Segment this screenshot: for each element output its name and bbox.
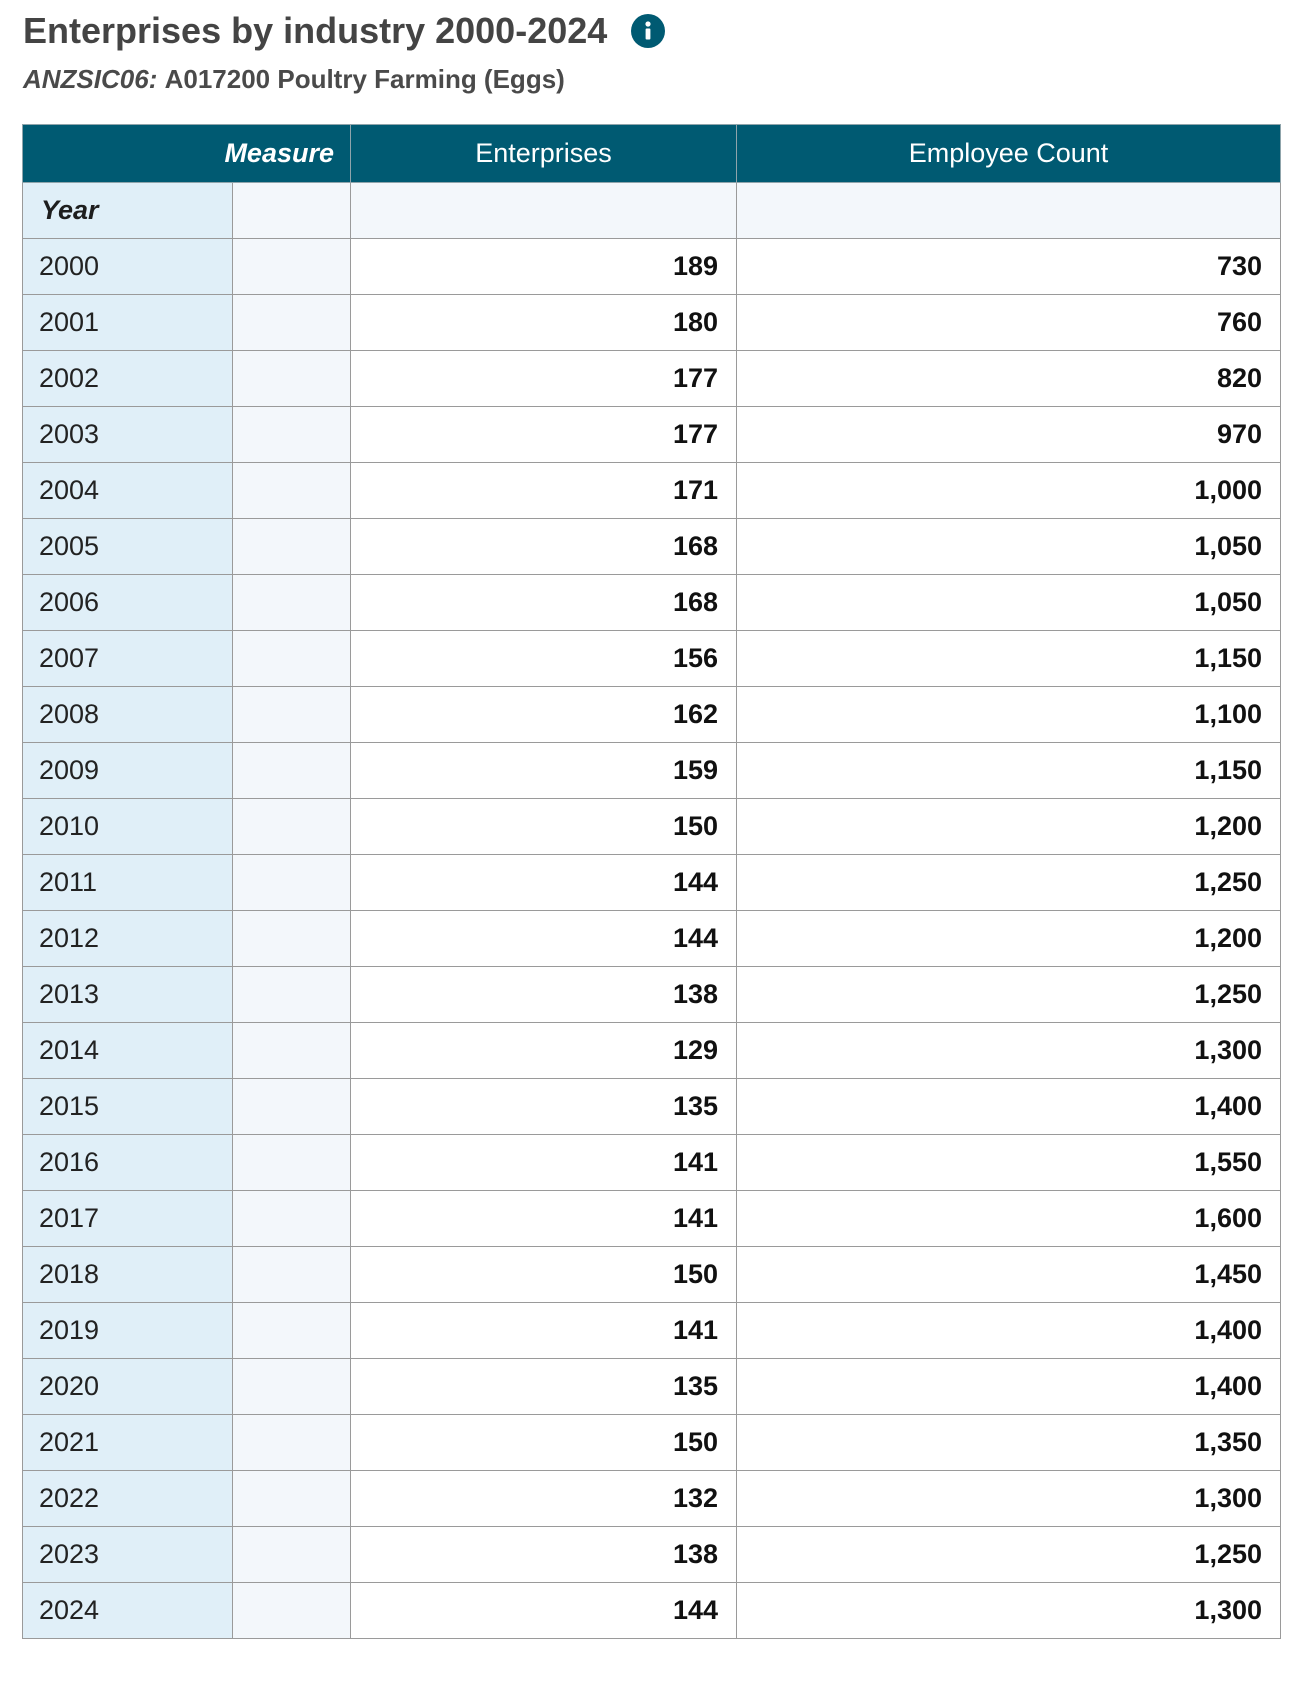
enterprises-cell: 129 — [351, 1023, 737, 1079]
year-cell: 2011 — [23, 855, 233, 911]
employee-count-cell: 820 — [737, 351, 1281, 407]
employee-count-cell: 1,600 — [737, 1191, 1281, 1247]
employee-count-cell: 1,050 — [737, 575, 1281, 631]
year-cell: 2023 — [23, 1527, 233, 1583]
page-title: Enterprises by industry 2000-2024 — [23, 10, 608, 51]
enterprises-cell: 150 — [351, 799, 737, 855]
employee-count-cell: 1,300 — [737, 1471, 1281, 1527]
spacer-cell — [233, 967, 351, 1023]
spacer-cell — [233, 687, 351, 743]
year-cell: 2000 — [23, 239, 233, 295]
table-row — [23, 1191, 1281, 1247]
spacer-cell — [233, 463, 351, 519]
enterprises-cell: 189 — [351, 239, 737, 295]
year-header-row — [23, 183, 1281, 239]
employee-count-cell: 1,250 — [737, 967, 1281, 1023]
employee-count-cell: 1,550 — [737, 1135, 1281, 1191]
table-row — [23, 1023, 1281, 1079]
table-row — [23, 1079, 1281, 1135]
year-header: Year — [23, 183, 233, 239]
table-row — [23, 575, 1281, 631]
year-cell: 2001 — [23, 295, 233, 351]
spacer-cell — [233, 519, 351, 575]
enterprises-cell: 135 — [351, 1079, 737, 1135]
spacer-cell — [233, 575, 351, 631]
year-cell: 2022 — [23, 1471, 233, 1527]
table-row — [23, 407, 1281, 463]
table-row — [23, 295, 1281, 351]
table-row — [23, 631, 1281, 687]
employee-count-cell: 1,100 — [737, 687, 1281, 743]
enterprises-subheader — [351, 183, 737, 239]
measure-header: Measure — [23, 125, 351, 183]
enterprises-cell: 168 — [351, 519, 737, 575]
spacer-cell — [233, 295, 351, 351]
table-row — [23, 239, 1281, 295]
spacer-cell — [233, 1191, 351, 1247]
spacer-cell — [233, 743, 351, 799]
table-row — [23, 519, 1281, 575]
employee-count-cell: 970 — [737, 407, 1281, 463]
enterprises-cell: 150 — [351, 1247, 737, 1303]
year-cell: 2018 — [23, 1247, 233, 1303]
enterprises-cell: 144 — [351, 855, 737, 911]
employee-count-cell: 1,350 — [737, 1415, 1281, 1471]
employee-count-cell: 1,300 — [737, 1023, 1281, 1079]
enterprises-cell: 144 — [351, 911, 737, 967]
employee-count-cell: 1,300 — [737, 1583, 1281, 1639]
table-row — [23, 1471, 1281, 1527]
employee-count-cell: 760 — [737, 295, 1281, 351]
data-table — [22, 124, 1281, 1639]
year-cell: 2016 — [23, 1135, 233, 1191]
employee-count-cell: 1,200 — [737, 911, 1281, 967]
enterprises-cell: 141 — [351, 1191, 737, 1247]
employee-count-cell: 1,250 — [737, 855, 1281, 911]
subtitle-label: ANZSIC06: — [23, 64, 158, 94]
subtitle-value: A017200 Poultry Farming (Eggs) — [164, 64, 565, 94]
year-cell: 2004 — [23, 463, 233, 519]
year-cell: 2020 — [23, 1359, 233, 1415]
year-cell: 2024 — [23, 1583, 233, 1639]
enterprises-cell: 159 — [351, 743, 737, 799]
employee-count-subheader — [737, 183, 1281, 239]
employee-count-cell: 1,000 — [737, 463, 1281, 519]
spacer-cell — [233, 1247, 351, 1303]
table-row — [23, 687, 1281, 743]
year-cell: 2003 — [23, 407, 233, 463]
info-icon[interactable] — [631, 14, 665, 48]
spacer-cell — [233, 1471, 351, 1527]
year-cell: 2008 — [23, 687, 233, 743]
enterprises-cell: 132 — [351, 1471, 737, 1527]
enterprises-cell: 150 — [351, 1415, 737, 1471]
spacer-cell — [233, 1303, 351, 1359]
table-row — [23, 1247, 1281, 1303]
enterprises-cell: 177 — [351, 407, 737, 463]
year-cell: 2013 — [23, 967, 233, 1023]
employee-count-cell: 1,400 — [737, 1079, 1281, 1135]
enterprises-cell: 141 — [351, 1135, 737, 1191]
column-header-enterprises[interactable]: Enterprises — [351, 125, 737, 183]
table-row — [23, 855, 1281, 911]
employee-count-cell: 1,200 — [737, 799, 1281, 855]
table-body — [23, 239, 1281, 1639]
spacer-cell — [233, 1023, 351, 1079]
spacer-cell — [233, 1583, 351, 1639]
year-cell: 2006 — [23, 575, 233, 631]
enterprises-cell: 144 — [351, 1583, 737, 1639]
year-cell: 2009 — [23, 743, 233, 799]
spacer-cell — [233, 631, 351, 687]
table-row — [23, 1527, 1281, 1583]
year-cell: 2019 — [23, 1303, 233, 1359]
employee-count-cell: 1,050 — [737, 519, 1281, 575]
column-header-employee-count[interactable]: Employee Count — [737, 125, 1281, 183]
table-row — [23, 463, 1281, 519]
table-row — [23, 799, 1281, 855]
enterprises-cell: 141 — [351, 1303, 737, 1359]
spacer-cell — [233, 351, 351, 407]
table-header-row — [23, 125, 1281, 183]
employee-count-cell: 1,250 — [737, 1527, 1281, 1583]
year-cell: 2002 — [23, 351, 233, 407]
year-cell: 2017 — [23, 1191, 233, 1247]
year-cell: 2015 — [23, 1079, 233, 1135]
spacer-cell — [233, 407, 351, 463]
year-cell: 2012 — [23, 911, 233, 967]
year-cell: 2021 — [23, 1415, 233, 1471]
enterprises-cell: 138 — [351, 1527, 737, 1583]
spacer-cell — [233, 1079, 351, 1135]
enterprises-cell: 162 — [351, 687, 737, 743]
enterprises-cell: 171 — [351, 463, 737, 519]
enterprises-cell: 135 — [351, 1359, 737, 1415]
spacer-cell — [233, 1135, 351, 1191]
table-row — [23, 1303, 1281, 1359]
enterprises-cell: 180 — [351, 295, 737, 351]
title-row — [23, 8, 665, 54]
year-header-spacer — [233, 183, 351, 239]
table-row — [23, 1359, 1281, 1415]
table-row — [23, 1415, 1281, 1471]
employee-count-cell: 730 — [737, 239, 1281, 295]
spacer-cell — [233, 1359, 351, 1415]
employee-count-cell: 1,400 — [737, 1359, 1281, 1415]
employee-count-cell: 1,150 — [737, 743, 1281, 799]
table-row — [23, 743, 1281, 799]
employee-count-cell: 1,450 — [737, 1247, 1281, 1303]
spacer-cell — [233, 239, 351, 295]
spacer-cell — [233, 855, 351, 911]
table-row — [23, 1135, 1281, 1191]
enterprises-cell: 138 — [351, 967, 737, 1023]
employee-count-cell: 1,150 — [737, 631, 1281, 687]
enterprises-cell: 177 — [351, 351, 737, 407]
spacer-cell — [233, 799, 351, 855]
year-cell: 2007 — [23, 631, 233, 687]
table-row — [23, 1583, 1281, 1639]
year-cell: 2014 — [23, 1023, 233, 1079]
year-cell: 2010 — [23, 799, 233, 855]
year-cell: 2005 — [23, 519, 233, 575]
table-row — [23, 967, 1281, 1023]
subtitle — [23, 64, 565, 95]
enterprises-cell: 168 — [351, 575, 737, 631]
enterprises-cell: 156 — [351, 631, 737, 687]
spacer-cell — [233, 1527, 351, 1583]
spacer-cell — [233, 911, 351, 967]
spacer-cell — [233, 1415, 351, 1471]
employee-count-cell: 1,400 — [737, 1303, 1281, 1359]
table-row — [23, 911, 1281, 967]
table-row — [23, 351, 1281, 407]
